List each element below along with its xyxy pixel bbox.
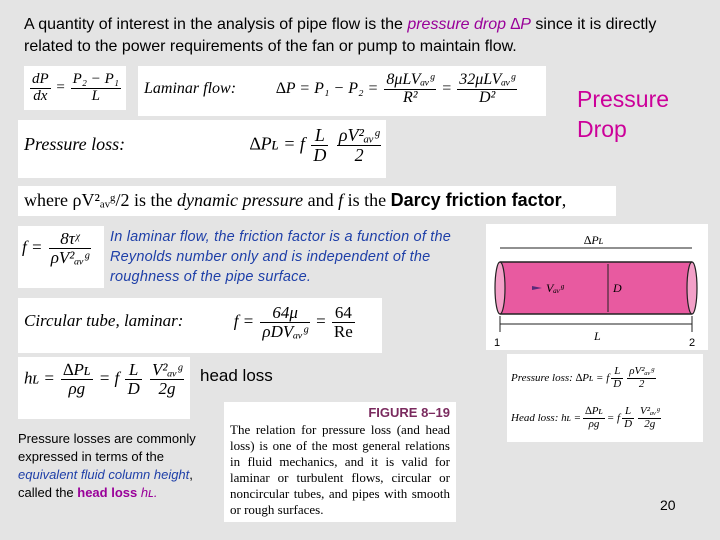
denominator: D: [127, 378, 140, 398]
head-loss-term: head loss: [77, 485, 138, 500]
dynamic-pressure-term: dynamic pressure: [176, 190, 304, 210]
note-text: Pressure losses are commonly expressed in terms of the: [18, 431, 196, 464]
equation-lhs: hʟ =: [24, 368, 55, 388]
title-highlight: pressure drop ∆P: [407, 16, 531, 33]
equation-friction-factor: [18, 226, 104, 288]
fraction: [337, 126, 381, 165]
numerator: P₂ − P₁: [72, 71, 120, 87]
where-text: ,: [561, 190, 567, 210]
fraction: [49, 230, 91, 267]
friction-symbol: f: [338, 190, 344, 210]
denominator: dx: [33, 87, 48, 104]
fraction: [622, 406, 634, 430]
slide-title: [24, 14, 704, 58]
denominator: D: [624, 417, 633, 430]
fraction: [627, 366, 656, 390]
denominator: ρDVₐᵥᵍ: [262, 321, 308, 341]
denominator: Re: [333, 321, 353, 341]
numerator: 64: [332, 304, 355, 323]
numerator: L: [311, 126, 328, 146]
head-loss-note: [18, 430, 196, 502]
equation-head-loss: [18, 357, 190, 419]
dp-label: ∆Pʟ: [584, 233, 604, 247]
title-pre: A quantity of interest in the analysis of pipe flow is the: [24, 16, 408, 33]
figure-head-loss-formula: [511, 398, 699, 438]
denominator: 2g: [158, 378, 176, 398]
fraction: [583, 406, 605, 430]
fraction: [260, 304, 309, 341]
note-text: , called the: [18, 467, 193, 500]
equivalent-height-term: equivalent fluid column height: [18, 467, 190, 482]
fraction: [457, 72, 517, 107]
numerator: ρV²ₐᵥᵍ: [338, 125, 380, 145]
numerator: L: [125, 361, 141, 380]
denominator: ρV²ₐᵥᵍ: [50, 247, 89, 267]
fraction: [332, 304, 355, 341]
velocity-label: Vₐᵥᵍ: [546, 281, 564, 295]
numerator: ∆Pʟ: [63, 360, 91, 379]
pipe-body: [500, 262, 692, 314]
fraction: [150, 361, 184, 398]
length-label: L: [594, 329, 601, 343]
equation-lhs: f =: [233, 311, 255, 331]
equals-sign: =: [316, 311, 326, 331]
numerator: 8τᵡ: [49, 230, 91, 249]
formula-label: Head loss: hʟ =: [511, 412, 582, 424]
equation-pressure-loss: [18, 120, 386, 178]
equals-f: = f: [606, 412, 621, 424]
pipe-inlet-section: [495, 262, 505, 314]
fraction: [311, 126, 328, 165]
fraction: [638, 406, 661, 430]
station-1-label: 1: [494, 337, 501, 349]
numerator: dP: [32, 71, 49, 87]
equation-circular-tube-laminar: [18, 298, 382, 353]
pipe-flow-figure: [486, 224, 708, 350]
title-post: since it is directly related to the power requirements of the fan or pump to maintain flow.: [24, 16, 657, 55]
denominator: D²: [478, 88, 496, 106]
equals-f: = f: [98, 368, 120, 388]
where-text: is the: [343, 190, 391, 210]
figure-caption-box: [224, 402, 456, 522]
numerator: L: [622, 406, 634, 419]
diameter-label: D: [613, 281, 622, 295]
fraction: [71, 72, 121, 105]
equals-sign: =: [442, 79, 452, 97]
numerator: ρV²ₐᵥᵍ: [629, 364, 654, 377]
figure-formulas: [507, 354, 703, 442]
fraction: [61, 361, 92, 398]
fraction: [611, 366, 623, 390]
page-number: 20: [660, 497, 676, 513]
fraction: [30, 72, 51, 105]
where-text: where ρV²ₐᵥᵍ/2 is the: [24, 190, 177, 210]
figure-number: FIGURE 8–19: [368, 405, 450, 420]
figure-pressure-loss-formula: [511, 358, 699, 398]
equals-sign: =: [56, 79, 65, 96]
denominator: 2g: [644, 417, 656, 430]
denominator: 2: [354, 144, 364, 165]
numerator: 8μLVₐᵥᵍ: [386, 71, 435, 88]
head-loss-symbol: hʟ.: [137, 485, 158, 500]
equation-label: Circular tube, laminar:: [24, 311, 184, 331]
denominator: D: [313, 144, 327, 165]
denominator: ρg: [588, 417, 600, 430]
equation-pressure-gradient: [24, 66, 126, 110]
denominator: ρg: [68, 378, 86, 398]
station-2-label: 2: [689, 337, 696, 349]
darcy-friction-factor-term: Darcy friction factor: [390, 190, 562, 210]
dynamic-pressure-definition: [18, 186, 616, 216]
equation-lhs: ∆P = P₁ − P₂ =: [276, 79, 379, 97]
equation-label: Pressure loss:: [24, 133, 126, 154]
denominator: 2: [638, 377, 645, 390]
pipe-diagram: [486, 224, 708, 350]
figure-caption: The relation for pressure loss (and head loss) is one of the most general relations in fluid mechanics, and it is valid for laminar or turbulent flows, circular or noncircular tubes, and pipes with smooth or rough surfaces.: [230, 422, 450, 517]
denominator: R²: [402, 88, 418, 106]
formula-label: Pressure loss: ∆Pʟ = f: [511, 372, 610, 384]
pressure-drop-label: Pressure Drop: [577, 86, 670, 142]
denominator: D: [613, 377, 622, 390]
denominator: L: [91, 87, 100, 104]
friction-factor-note: In laminar flow, the friction factor is a function of the Reynolds number only and is independent of the roughness of the pipe surface.: [110, 229, 452, 285]
equation-lhs: ∆Pʟ = f: [249, 133, 305, 154]
equation-label: Laminar flow:: [144, 79, 237, 97]
numerator: V²ₐᵥᵍ: [152, 360, 183, 379]
head-loss-label: head loss: [200, 366, 273, 385]
numerator: L: [611, 366, 623, 379]
fraction: [384, 72, 436, 107]
equation-laminar-flow: [138, 66, 546, 116]
pipe-outlet-section: [687, 262, 697, 314]
numerator: 64μ: [260, 304, 309, 323]
where-text: and: [303, 190, 339, 210]
numerator: V²ₐᵥᵍ: [640, 404, 660, 417]
numerator: ∆Pʟ: [585, 404, 603, 417]
equation-lhs: f =: [22, 237, 43, 257]
fraction: [125, 361, 141, 398]
numerator: 32μLVₐᵥᵍ: [459, 71, 516, 88]
